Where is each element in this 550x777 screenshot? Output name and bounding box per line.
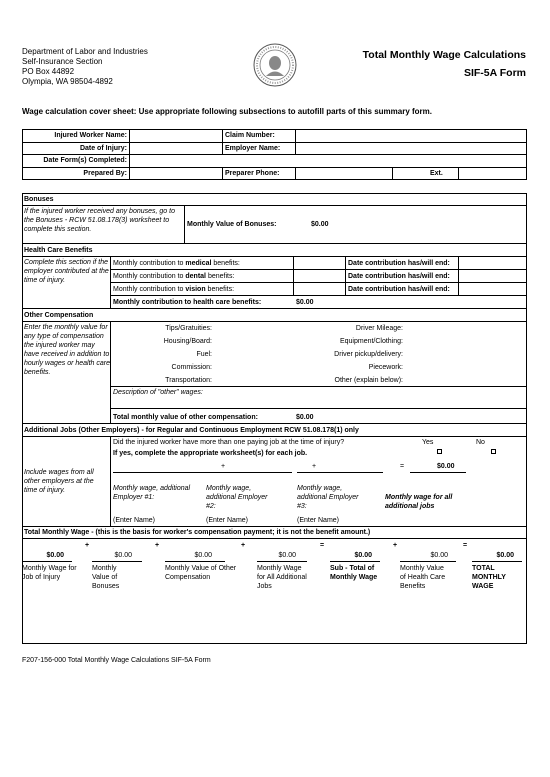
total-health-label: Monthly Value of Health Care Benefits: [400, 565, 446, 590]
tips-field[interactable]: [214, 323, 294, 334]
mileage-label: Driver Mileage:: [355, 325, 403, 332]
intro-text: Wage calculation cover sheet: Use appropriate following subsections to autofill parts of this summary form.: [22, 107, 432, 116]
state-seal-icon: [253, 43, 297, 87]
total-job-value: $0.00: [46, 552, 64, 559]
date-of-injury-label: Date of Injury:: [79, 145, 127, 152]
pickup-label: Driver pickup/delivery:: [334, 351, 403, 358]
total-bonus-label: Monthly Value of Bonuses: [92, 565, 120, 590]
employer-1-name-field[interactable]: (Enter Name): [113, 517, 156, 524]
agency-section: Self-Insurance Section: [22, 57, 103, 66]
all-jobs-label: Monthly wage for all additional jobs: [385, 494, 453, 510]
form-footer: F207-156-000 Total Monthly Wage Calculations SIF-5A Form: [22, 657, 211, 664]
date-forms-completed-field[interactable]: [130, 155, 526, 166]
prepared-by-label: Prepared By:: [83, 170, 127, 177]
injured-worker-name-field[interactable]: [130, 130, 221, 141]
other-explain-field[interactable]: [406, 375, 524, 386]
employer-name-field[interactable]: [296, 143, 526, 153]
other-note: Enter the monthly value for any type of compensation the injured worker may have received in addition to hourly wages or health care benefits.: [24, 324, 110, 376]
yes-checkbox[interactable]: [437, 449, 442, 454]
bonuses-value: $0.00: [311, 221, 329, 228]
ext-label: Ext.: [430, 170, 443, 177]
plus-sign: +: [85, 542, 90, 549]
medical-date-label: Date contribution has/will end:: [348, 260, 450, 267]
form-code: SIF-5A Form: [463, 67, 526, 79]
no-checkbox[interactable]: [491, 449, 496, 454]
employer-2-label: Monthly wage, additional Employer #2:: [206, 485, 268, 510]
fuel-field[interactable]: [214, 349, 294, 360]
additional-question: Did the injured worker have more than one paying job at the time of injury?: [113, 439, 345, 446]
health-total-value: $0.00: [296, 299, 314, 306]
agency-po-box: PO Box 44892: [22, 67, 75, 76]
other-explain-label: Other (explain below):: [334, 377, 403, 384]
pickup-field[interactable]: [406, 349, 524, 360]
piecework-label: Piecework:: [368, 364, 403, 371]
additional-note: Include wages from all other employers at the time of injury.: [24, 469, 94, 494]
equipment-label: Equipment/Clothing:: [339, 338, 403, 345]
transportation-label: Transportation:: [165, 377, 212, 384]
total-other-value: $0.00: [194, 552, 212, 559]
dental-label: Monthly contribution to dental benefits:: [113, 273, 235, 280]
plus-sign: +: [312, 463, 317, 470]
plus-sign: +: [221, 463, 226, 470]
total-bonus-value: $0.00: [114, 552, 132, 559]
all-jobs-total-line: [410, 472, 466, 473]
total-subtotal-value: $0.00: [354, 552, 372, 559]
other-total-label: Total monthly value of other compensation:: [113, 414, 258, 421]
plus-sign: +: [155, 542, 160, 549]
preparer-phone-field[interactable]: [296, 168, 391, 179]
bonuses-heading: Bonuses: [24, 196, 54, 203]
all-jobs-total-value: $0.00: [437, 463, 455, 470]
health-note: Complete this section if the employer contributed at the time of injury.: [24, 259, 109, 284]
medical-label: Monthly contribution to medical benefits:: [113, 260, 240, 267]
agency-city: Olympia, WA 98504-4892: [22, 77, 113, 86]
employer-name-label: Employer Name:: [225, 145, 281, 152]
housing-field[interactable]: [214, 336, 294, 347]
total-additional-label: Monthly Wage for All Additional Jobs: [257, 565, 307, 590]
employer-3-label: Monthly wage, additional Employer #3:: [297, 485, 359, 510]
agency-name: Department of Labor and Industries: [22, 47, 148, 56]
commission-label: Commission:: [171, 364, 212, 371]
total-wage-label: TOTAL MONTHLY WAGE: [472, 565, 506, 590]
commission-field[interactable]: [214, 362, 294, 373]
employer-3-name-field[interactable]: (Enter Name): [297, 517, 340, 524]
preparer-phone-label: Preparer Phone:: [225, 170, 280, 177]
form-title: Total Monthly Wage Calculations: [362, 49, 526, 61]
equals-sign: =: [320, 542, 325, 549]
employer-3-wage-field[interactable]: [297, 472, 383, 473]
vision-field[interactable]: [294, 283, 344, 294]
plus-sign: +: [393, 542, 398, 549]
claim-number-label: Claim Number:: [225, 132, 275, 139]
equipment-field[interactable]: [406, 336, 524, 347]
vision-date-label: Date contribution has/will end:: [348, 286, 450, 293]
agency-address: [22, 47, 202, 87]
employer-1-wage-field[interactable]: [113, 472, 215, 473]
tips-label: Tips/Gratuities:: [165, 325, 212, 332]
piecework-field[interactable]: [406, 362, 524, 373]
total-health-value: $0.00: [430, 552, 448, 559]
yes-label: Yes: [422, 439, 434, 446]
housing-label: Housing/Board:: [163, 338, 212, 345]
other-total-value: $0.00: [296, 414, 314, 421]
equals-sign: =: [463, 542, 468, 549]
date-of-injury-field[interactable]: [130, 143, 221, 153]
no-label: No: [476, 439, 485, 446]
dental-date-label: Date contribution has/will end:: [348, 273, 450, 280]
fuel-label: Fuel:: [196, 351, 212, 358]
medical-field[interactable]: [294, 257, 344, 268]
employer-2-wage-field[interactable]: [206, 472, 292, 473]
other-description-label: Description of "other" wages:: [113, 389, 203, 396]
other-heading: Other Compensation: [24, 312, 94, 319]
additional-heading: Additional Jobs (Other Employers) - for Regular and Continuous Employment RCW 51.08.178(1) only: [24, 427, 359, 434]
dental-date-field[interactable]: [459, 270, 526, 281]
injured-worker-name-label: Injured Worker Name:: [54, 132, 127, 139]
bonuses-note: If the injured worker received any bonuses, go to the Bonuses - RCW 51.08.178(3) worksheet to complete this section.: [24, 208, 175, 233]
total-wage-value: $0.00: [496, 552, 514, 559]
vision-date-field[interactable]: [459, 283, 526, 294]
additional-instruction: If yes, complete the appropriate worksheet(s) for each job.: [113, 450, 308, 457]
mileage-field[interactable]: [406, 323, 524, 334]
total-subtotal-label: Sub - Total of Monthly Wage: [330, 565, 378, 581]
total-additional-value: $0.00: [278, 552, 296, 559]
bonuses-value-label: Monthly Value of Bonuses:: [187, 221, 277, 228]
medical-date-field[interactable]: [459, 257, 526, 268]
transportation-field[interactable]: [214, 375, 294, 386]
dental-field[interactable]: [294, 270, 344, 281]
claim-number-field[interactable]: [296, 130, 526, 141]
date-forms-completed-label: Date Form(s) Completed:: [43, 157, 127, 164]
plus-sign: +: [241, 542, 246, 549]
prepared-by-field[interactable]: [130, 168, 221, 179]
vision-label: Monthly contribution to vision benefits:: [113, 286, 235, 293]
total-other-label: Monthly Value of Other Compensation: [165, 565, 237, 581]
health-total-label: Monthly contribution to health care benefits:: [113, 299, 262, 306]
total-heading: Total Monthly Wage - (this is the basis for worker's compensation payment; it is not the benefit amount.): [24, 529, 371, 536]
employer-2-name-field[interactable]: (Enter Name): [206, 517, 249, 524]
employer-1-label: Monthly wage, additional Employer #1:: [113, 485, 191, 501]
ext-field[interactable]: [459, 168, 526, 179]
equals-sign: =: [400, 463, 405, 470]
health-heading: Health Care Benefits: [24, 247, 93, 254]
total-job-label: Monthly Wage for Job of Injury: [22, 565, 77, 581]
